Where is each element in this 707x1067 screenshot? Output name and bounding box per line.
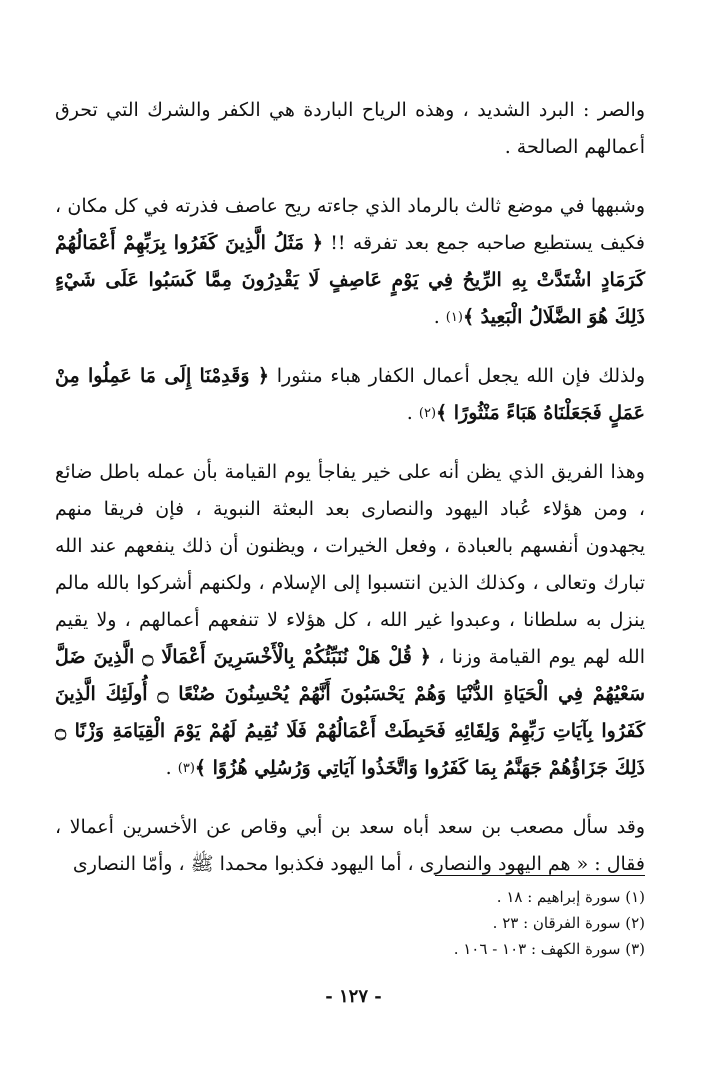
footnote-2: (٢) سورة الفرقان : ٢٣ . <box>492 914 645 932</box>
paragraph-3 <box>55 358 645 432</box>
footnotes <box>265 884 645 962</box>
paragraph-text: وشبهها في موضع ثالث بالرماد الذي جاءته ريح عاصف فذرته في كل مكان ، فكيف يستطيع صاحبه جمع بعد تفرقه !! <box>55 195 645 254</box>
quran-verse: ﴿ قُلْ هَلْ نُنَبِّئُكُمْ بِالْأَخْسَرِينَ أَعْمَالًا ۝ الَّذِينَ ضَلَّ سَعْيُهُمْ فِي الْحَيَاةِ الدُّنْيَا وَهُمْ يَحْسَبُونَ أَنَّهُمْ يُحْسِنُونَ صُنْعًا ۝ أُولَئِكَ الَّذِينَ كَفَرُوا بِآيَاتِ رَبِّهِمْ وَلِقَائِهِ فَحَبِطَتْ أَعْمَالُهُمْ فَلَا نُقِيمُ لَهُمْ يَوْمَ الْقِيَامَةِ وَزْنًا ۝ ذَلِكَ جَزَاؤُهُمْ جَهَنَّمُ بِمَا كَفَرُوا وَاتَّخَذُوا آيَاتِي وَرُسُلِي هُزُوًا ﴾ <box>55 646 645 779</box>
sentence-end: . <box>433 306 446 328</box>
sentence-end: . <box>406 402 419 424</box>
sentence-end: . <box>165 757 178 779</box>
paragraph-5 <box>55 809 645 883</box>
paragraph-text: ولذلك فإن الله يجعل أعمال الكفار هباء منثورا <box>276 365 645 387</box>
paragraph-text: وهذا الفريق الذي يظن أنه على خير يفاجأ يوم القيامة بأن عمله باطل ضائع ، ومن هؤلاء عُباد اليهود والنصارى بعد البعثة النبوية ، فإن فريقا منهم يجهدون أنفسهم بالعبادة ، وفعل الخيرات ، ويظنون أن ذلك ينفعهم عند الله تبارك وتعالى ، وكذلك الذين انتسبوا إلى الإسلام ، ولكنهم أشركوا بالله مالم ينزل به سلطانا ، وعبدوا غير الله ، كل هؤلاء لا تنفعهم أعمالهم ، ولا يقيم الله لهم يوم القيامة وزنا ، <box>55 461 645 668</box>
footnote-1: (١) سورة إبراهيم : ١٨ . <box>496 888 645 906</box>
page-number: - ١٢٧ - <box>325 986 382 1007</box>
footnote-divider <box>435 875 645 876</box>
footnote-ref: (٣) <box>177 761 195 776</box>
paragraph-4 <box>55 454 645 787</box>
paragraph-text: وقد سأل مصعب بن سعد أباه سعد بن أبي وقاص عن الأخسرين أعمالا ، فقال : « هم اليهود والنصارى ، أما اليهود فكذبوا محمدا ﷺ ، وأمّا النصارى <box>55 816 645 875</box>
footnote-ref: (١) <box>445 310 463 325</box>
paragraph-text: والصر : البرد الشديد ، وهذه الرياح الباردة هي الكفر والشرك التي تحرق أعمالهم الصالحة . <box>55 99 645 158</box>
body-text <box>55 92 645 883</box>
footnote-3: (٣) سورة الكهف : ١٠٣ - ١٠٦ . <box>453 940 645 958</box>
paragraph-1 <box>55 92 645 166</box>
paragraph-2 <box>55 188 645 336</box>
footnote-ref: (٢) <box>418 406 437 421</box>
quran-verse: ﴿ وَقَدِمْنَا إِلَى مَا عَمِلُوا مِنْ عَمَلٍ فَجَعَلْنَاهُ هَبَاءً مَنْثُورًا ﴾ <box>55 365 645 424</box>
quran-verse: ﴿ مَثَلُ الَّذِينَ كَفَرُوا بِرَبِّهِمْ أَعْمَالُهُمْ كَرَمَادٍ اشْتَدَّتْ بِهِ الرِّيحُ فِي يَوْمٍ عَاصِفٍ لَا يَقْدِرُونَ مِمَّا كَسَبُوا عَلَى شَيْءٍ ذَلِكَ هُوَ الضَّلَالُ الْبَعِيدُ ﴾ <box>55 232 645 328</box>
